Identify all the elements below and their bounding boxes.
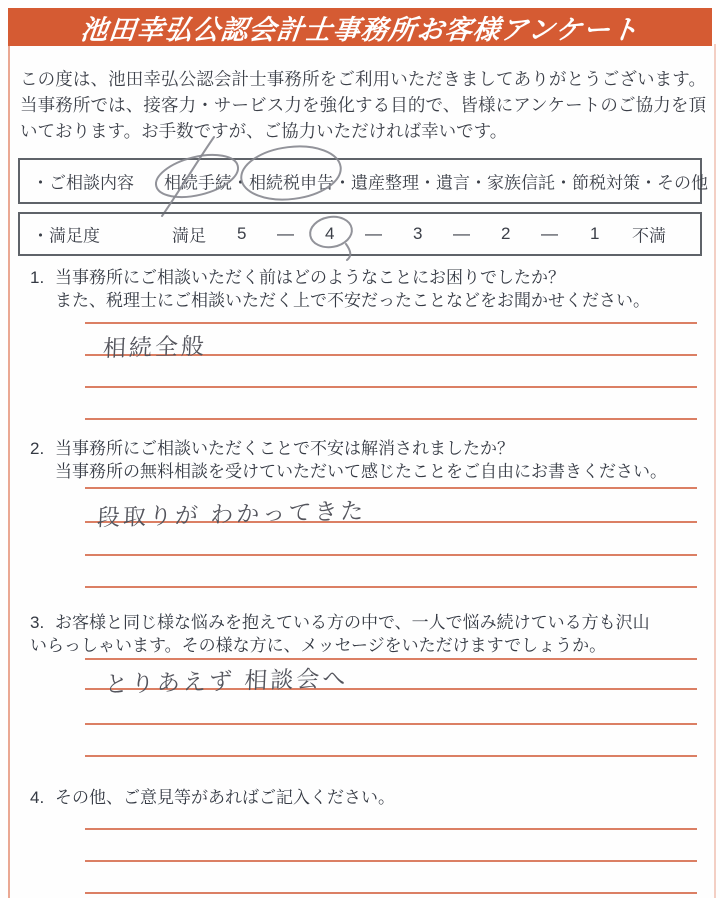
question-2-line1: 当事務所にご相談いただくことで不安は解消されましたか？ [55, 439, 514, 458]
option-separator: ・ [470, 173, 487, 193]
satisfaction-dash: — [365, 224, 382, 243]
question-2-line2: 当事務所の無料相談を受けていただいて感じたことをご自由にお書きください。 [55, 462, 667, 481]
question-1-line2: また、税理士にご相談いただく上で不安だったことなどをお聞かせください。 [55, 291, 650, 310]
option-souzoku-tetsuzuki: 相続手続 [164, 173, 232, 193]
satisfaction-score-5: 5 [237, 224, 247, 243]
question-1-number: 1. [30, 268, 45, 287]
question-3-line2: いらっしゃいます。その様な方に、メッセージをいただけますでしょうか。 [30, 636, 607, 655]
option-separator: ・ [232, 173, 249, 193]
handwritten-answer-2: 段取りが わかってきた [96, 497, 367, 531]
answer-line [85, 755, 697, 757]
answer-line [85, 586, 697, 588]
consultation-options [164, 169, 708, 194]
satisfaction-score-4-selected: 4 [325, 224, 335, 243]
satisfaction-anchor-left: 満足 [172, 226, 206, 246]
question-1-line1: 当事務所にご相談いただく前はどのようなことにお困りでしたか？ [55, 268, 565, 287]
answer-line [85, 386, 697, 388]
page-border-right [714, 44, 716, 898]
question-4 [30, 786, 698, 809]
answer-line [85, 554, 697, 556]
option-souzokuzei-shinkoku: 相続税申告 [249, 173, 334, 193]
handwritten-answer-3: とりあえず 相談会へ [104, 664, 349, 698]
answer-line [85, 860, 697, 862]
satisfaction-score-2: 2 [501, 224, 511, 243]
question-1 [30, 266, 698, 312]
answer-line [85, 892, 697, 894]
satisfaction-score-1: 1 [590, 224, 600, 243]
option-separator: ・ [334, 173, 351, 193]
satisfaction-label: ・満足度 [32, 226, 100, 246]
consultation-label: ・ご相談内容 [32, 173, 134, 193]
title-banner [8, 8, 712, 46]
answer-line [85, 322, 697, 324]
satisfaction-anchor-right: 不満 [632, 226, 666, 246]
page-title: 池田幸弘公認会計士事務所お客様アンケート [78, 14, 641, 45]
option-kazoku-shintaku: 家族信託 [487, 173, 555, 193]
option-separator: ・ [555, 173, 572, 193]
question-2-number: 2. [30, 439, 45, 458]
consultation-box [18, 158, 708, 204]
satisfaction-dash: — [277, 224, 294, 243]
page-border-left [8, 44, 10, 898]
question-3-line1: お客様と同じ様な悩みを抱えている方の中で、一人で悩み続けている方も沢山 [55, 613, 650, 632]
question-3-number: 3. [30, 613, 45, 632]
satisfaction-dash: — [541, 224, 558, 243]
answer-line [85, 723, 697, 725]
option-separator: ・ [640, 173, 657, 193]
satisfaction-score-3: 3 [413, 224, 423, 243]
option-isan-seiri: 遺産整理 [351, 173, 419, 193]
answer-line [85, 418, 697, 420]
option-sonota: その他 [657, 173, 708, 193]
question-3 [30, 611, 698, 657]
satisfaction-box [18, 212, 702, 256]
satisfaction-dash: — [453, 224, 470, 243]
question-2 [30, 437, 698, 483]
option-separator: ・ [419, 173, 436, 193]
handwritten-answer-1: 相続全般 [102, 332, 208, 362]
answer-line [85, 487, 697, 489]
answer-line [85, 828, 697, 830]
intro-text: この度は、池田幸弘公認会計士事務所をご利用いただきましてありがとうございます。当事務所では、接客力・サービス力を強化する目的で、皆様にアンケートのご協力を頂いております。お手数ですが、ご協力いただければ幸いです。 [20, 69, 706, 141]
option-setsuzei-taisaku: 節税対策 [572, 173, 640, 193]
answer-line [85, 658, 697, 660]
option-yuigon: 遺言 [436, 173, 470, 193]
question-4-line1: その他、ご意見等があればご記入ください。 [55, 788, 395, 807]
question-4-number: 4. [30, 788, 45, 807]
